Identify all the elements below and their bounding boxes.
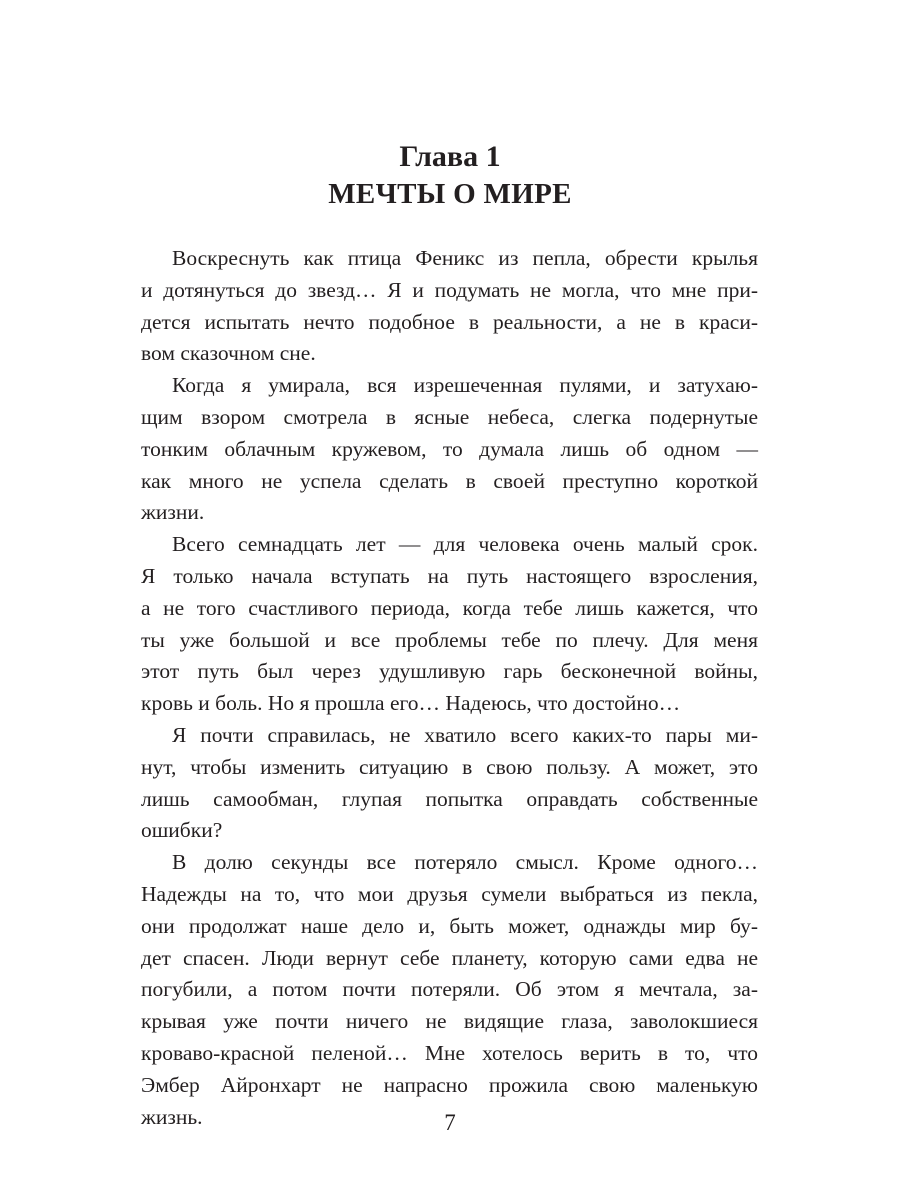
text-line: погубили, а потом почти потеряли. Об этом я мечтала, за-	[141, 977, 758, 1002]
text-line: кроваво-красной пеленой… Мне хотелось верить в то, что	[141, 1040, 758, 1065]
text-line: В долю секунды все потеряло смысл. Кроме одного…	[172, 850, 758, 875]
text-line: Всего семнадцать лет — для человека очень малый срок.	[172, 532, 758, 557]
text-line: ошибки?	[141, 818, 223, 843]
text-line: как много не успела сделать в своей преступно короткой	[141, 468, 758, 493]
text-line: Эмбер Айронхарт не напрасно прожила свою маленькую	[141, 1072, 758, 1097]
text-line: Когда я умирала, вся изрешеченная пулями, и затухаю-	[172, 373, 758, 398]
text-line: дется испытать нечто подобное в реальности, а не в краси-	[141, 309, 758, 334]
paragraph	[141, 720, 758, 847]
chapter-number: Глава 1	[399, 140, 501, 173]
text-line: жизни.	[141, 500, 205, 525]
text-line: щим взором смотрела в ясные небеса, слегка подернутые	[141, 404, 758, 429]
text-line: жизнь.	[141, 1104, 203, 1129]
text-line: Я почти справилась, не хватило всего каких-то пары ми-	[172, 722, 758, 747]
text-line: этот путь был через удушливую гарь бесконечной войны,	[141, 659, 758, 684]
text-line: кровь и боль. Но я прошла его… Надеюсь, что достойно…	[141, 691, 681, 716]
text-line: лишь самообман, глупая попытка оправдать собственные	[141, 786, 758, 811]
text-line: они продолжат наше дело и, быть может, однажды мир бу-	[141, 913, 758, 938]
text-line: ты уже большой и все проблемы тебе по плечу. Для меня	[141, 627, 758, 652]
text-line: нут, чтобы изменить ситуацию в свою пользу. А может, это	[141, 754, 758, 779]
text-line: Я только начала вступать на путь настоящего взросления,	[141, 563, 758, 588]
text-line: и дотянуться до звезд… Я и подумать не могла, что мне при-	[141, 277, 758, 302]
paragraph	[141, 847, 758, 1133]
page-number: 7	[444, 1110, 456, 1135]
chapter-title: МЕЧТЫ О МИРЕ	[328, 178, 572, 210]
text-line: крывая уже почти ничего не видящие глаза, заволокшиеся	[141, 1009, 758, 1034]
text-line: а не того счастливого периода, когда тебе лишь кажется, что	[141, 595, 758, 620]
text-line: Воскреснуть как птица Феникс из пепла, обрести крылья	[172, 246, 758, 270]
text-line: тонким облачным кружевом, то думала лишь об одном —	[141, 436, 758, 461]
text-line: Надежды на то, что мои друзья сумели выбраться из пекла,	[141, 881, 758, 906]
paragraph	[141, 370, 758, 529]
paragraph	[141, 529, 758, 720]
text-line: дет спасен. Люди вернут себе планету, которую сами едва не	[141, 945, 758, 970]
body-text	[141, 243, 758, 1133]
paragraph	[141, 243, 758, 370]
text-line: вом сказочном сне.	[141, 341, 316, 366]
